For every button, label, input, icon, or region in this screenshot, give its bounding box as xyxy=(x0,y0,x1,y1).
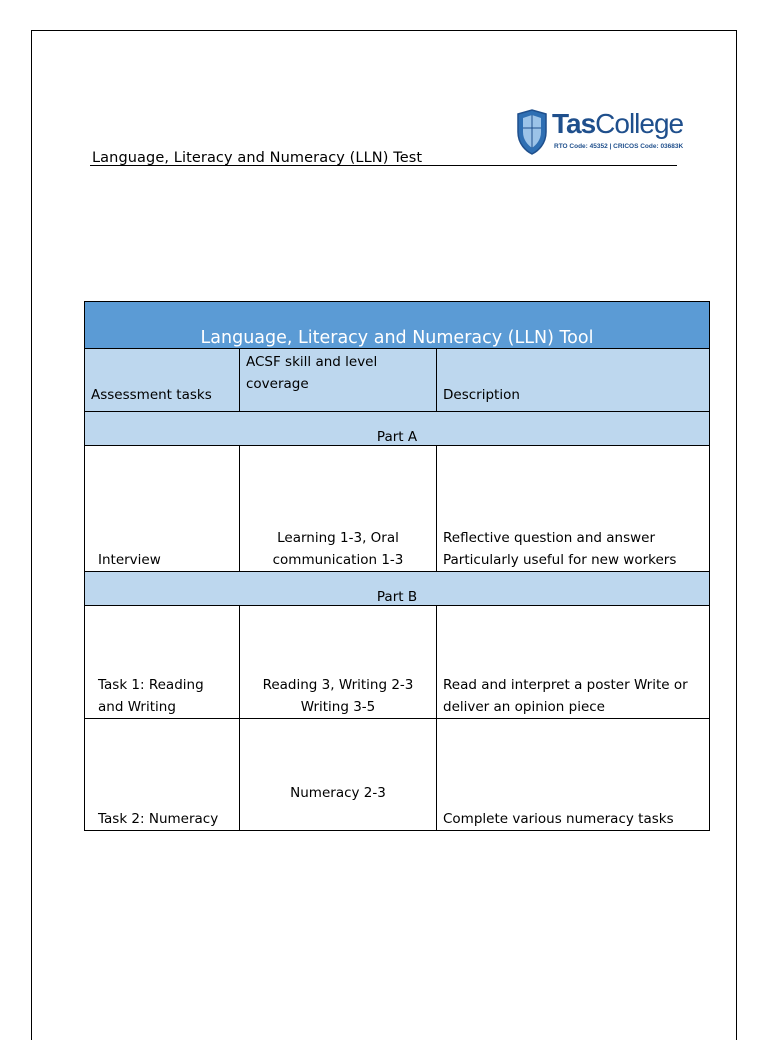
row-acsf: Numeracy 2-3 xyxy=(240,719,437,831)
table-row xyxy=(85,606,710,719)
row-description: Read and interpret a poster Write or deliver an opinion piece xyxy=(437,606,710,719)
part-b-label: Part B xyxy=(85,572,710,606)
document-title: Language, Literacy and Numeracy (LLN) Test xyxy=(92,150,423,166)
part-a-label: Part A xyxy=(85,412,710,446)
table-title-row xyxy=(85,302,710,349)
header-description: Description xyxy=(437,349,710,412)
title-underline xyxy=(90,165,677,166)
tascollege-logo xyxy=(514,106,684,158)
row-description: Complete various numeracy tasks xyxy=(437,719,710,831)
logo-rto-code: RTO Code: 45352 | CRICOS Code: 03683K xyxy=(554,143,684,150)
row-description: Reflective question and answer Particularly useful for new workers xyxy=(437,446,710,572)
row-task: Task 2: Numeracy xyxy=(85,719,240,831)
table-row xyxy=(85,446,710,572)
header-acsf-coverage: ACSF skill and level coverage xyxy=(240,349,437,412)
table-row xyxy=(85,719,710,831)
part-a-row xyxy=(85,412,710,446)
table-title: Language, Literacy and Numeracy (LLN) Tool xyxy=(85,302,710,349)
row-acsf: Reading 3, Writing 2-3 Writing 3-5 xyxy=(240,606,437,719)
column-header-row xyxy=(85,349,710,412)
shield-crest-icon xyxy=(514,108,550,156)
logo-wordmark: TasCollege xyxy=(552,108,684,139)
row-task: Interview xyxy=(85,446,240,572)
header-assessment-tasks: Assessment tasks xyxy=(85,349,240,412)
row-acsf: Learning 1-3, Oral communication 1-3 xyxy=(240,446,437,572)
lln-tool-table xyxy=(84,301,710,831)
row-task: Task 1: Reading and Writing xyxy=(85,606,240,719)
part-b-row xyxy=(85,572,710,606)
